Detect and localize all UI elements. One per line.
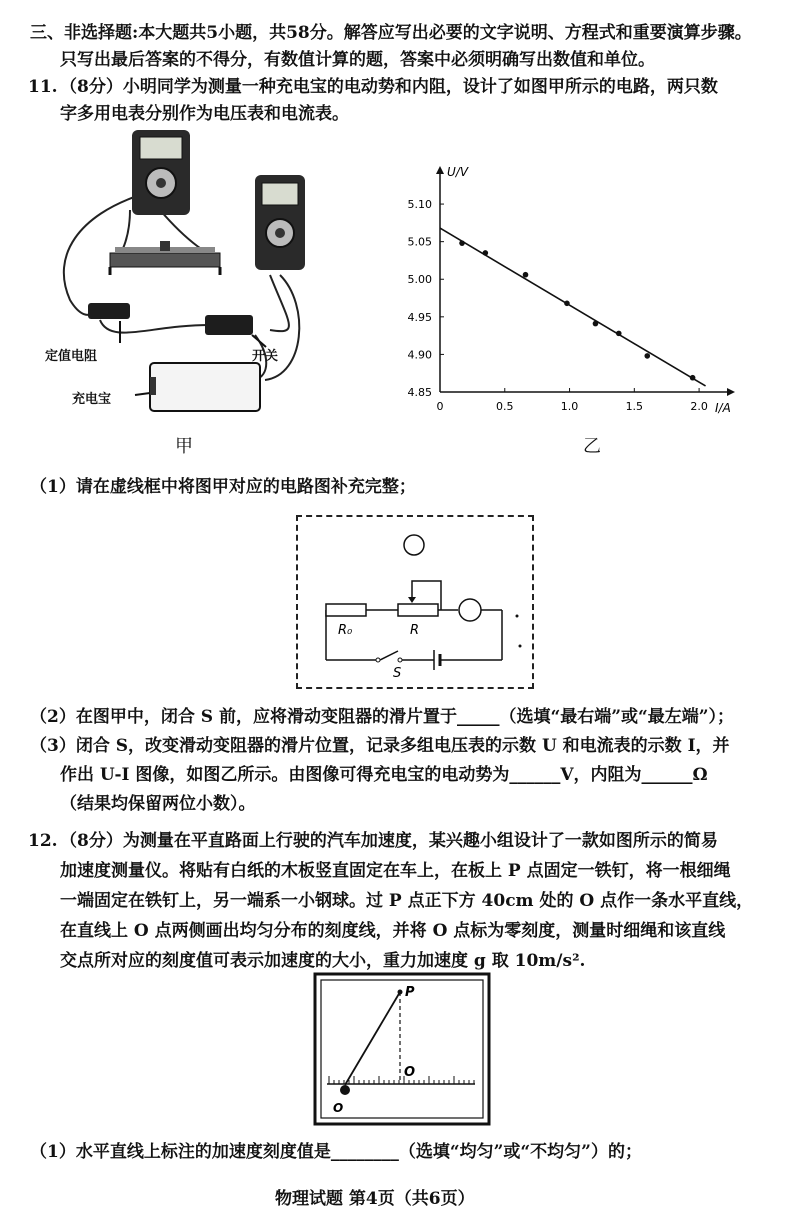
fit-line	[440, 228, 706, 386]
y-tick-label: 4.85	[407, 386, 432, 399]
point-p-label: P	[405, 985, 415, 1000]
label-power-bank: 充电宝	[72, 392, 112, 407]
section-heading-line1: 三、非选择题:本大题共5小题，共58分。解答应写出必要的文字说明、方程式和重要演算步骤。	[30, 23, 752, 43]
section-heading-line2: 只写出最后答案的不得分，有数值计算的题，答案中必须明确写出数值和单位。	[60, 50, 655, 70]
data-point	[459, 240, 465, 246]
ui-graph	[395, 160, 745, 425]
ball-label: O	[333, 1101, 344, 1115]
voltmeter-symbol	[404, 535, 424, 555]
multimeter-2	[255, 175, 305, 270]
q12-stem-line3: 一端固定在铁钉上，另一端系一小钢球。过 P 点正下方 40cm 处的 O 点作一条水平直线，	[60, 891, 754, 911]
q11-stem-line2: 字多用电表分别作为电压表和电流表。	[60, 104, 349, 124]
multimeter-1	[132, 130, 190, 215]
x-tick-label: 2.0	[690, 400, 708, 413]
data-point	[523, 272, 529, 278]
x-axis-label: I/A	[715, 401, 731, 415]
q12-stem-line4: 在直线上 O 点两侧画出均匀分布的刻度线，并将 O 点标为零刻度，测量时细绳和该直线	[60, 921, 726, 941]
y-axis-label: U/V	[447, 165, 469, 179]
rheostat-r	[398, 604, 438, 616]
ammeter-symbol	[459, 599, 481, 621]
x-tick-label: 1.5	[625, 400, 644, 413]
q12-stem-line2: 加速度测量仪。将贴有白纸的木板竖直固定在车上，在板上 P 点固定一铁钉，将一根细绳	[60, 861, 731, 881]
q12-number: 12.	[28, 831, 58, 851]
q11-stem-line1: （8分）小明同学为测量一种充电宝的电动势和内阻，设计了如图甲所示的电路，两只数	[60, 77, 718, 97]
q11-part2: （2）在图甲中，闭合 S 前，应将滑动变阻器的滑片置于_____（选填“最右端”或“最左端”）；	[30, 707, 735, 727]
fixed-resistor	[88, 303, 130, 319]
r0-label: R₀	[338, 623, 353, 638]
q11-part1: （1）请在虚线框中将图甲对应的电路图补充完整；	[30, 477, 416, 497]
y-tick-label: 4.90	[407, 348, 432, 362]
y-tick-label: 5.05	[407, 235, 432, 249]
q11-part3-line1: （3）闭合 S，改变滑动变阻器的滑片位置，记录多组电压表的示数 U 和电流表的示数 I，并	[30, 736, 730, 756]
steel-ball	[340, 1085, 350, 1095]
label-switch: 开关	[252, 349, 279, 364]
accelerometer-figure	[313, 972, 491, 1127]
photo-caption: 甲	[175, 436, 193, 457]
x-tick-label: 0.5	[496, 400, 514, 413]
q11-part3-line2: 作出 U-I 图像，如图乙所示。由图像可得充电宝的电动势为______V，内阻为______Ω	[60, 765, 708, 785]
q11-part3-line3: （结果均保留两位小数）。	[60, 794, 256, 814]
power-bank	[150, 363, 260, 411]
label-fixed-resistor: 定值电阻	[45, 349, 98, 364]
x-tick-label: 1.0	[560, 400, 579, 413]
circuit-photo	[40, 125, 330, 425]
q12-stem-line1: （8分）为测量在平直路面上行驶的汽车加速度，某兴趣小组设计了一款如图所示的简易	[60, 831, 718, 851]
circuit-diagram-box	[296, 515, 534, 689]
x-tick-label: 0	[436, 400, 444, 413]
data-point	[564, 300, 570, 306]
point-o-label: O	[404, 1065, 416, 1080]
y-tick-label: 5.10	[407, 198, 432, 212]
r-label: R	[410, 623, 420, 638]
q12-stem-line5: 交点所对应的刻度值可表示加速度的大小，重力加速度 g 取 10m/s².	[60, 951, 586, 971]
q11-number: 11.	[28, 77, 58, 97]
data-point	[616, 331, 622, 337]
switch-label: S	[393, 666, 402, 681]
data-point	[690, 375, 696, 381]
q12-part1: （1）水平直线上标注的加速度刻度值是________（选填“均匀”或“不均匀”）的；	[30, 1142, 642, 1162]
page-footer: 物理试题 第4页（共6页）	[275, 1189, 475, 1209]
data-point	[593, 321, 599, 327]
rheostat	[110, 241, 220, 275]
data-point	[644, 353, 650, 359]
y-tick-label: 4.95	[407, 310, 432, 324]
chart-caption: 乙	[583, 436, 601, 457]
y-tick-label: 5.00	[407, 273, 432, 287]
switch-component	[205, 315, 253, 335]
data-point	[483, 250, 489, 256]
resistor-r0	[326, 604, 366, 616]
